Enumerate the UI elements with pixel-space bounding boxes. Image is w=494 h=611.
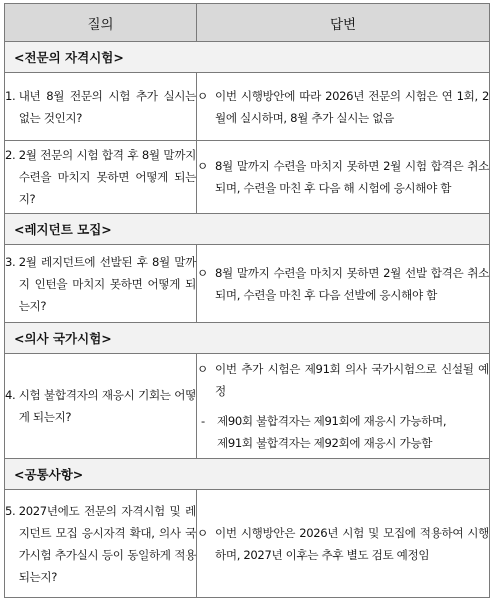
question-text: 2월 레지던트에 선발된 후 8월 말까지 인턴을 마치지 못하면 어떻게 되는지? <box>18 254 196 313</box>
section-title-common: <공통사항> <box>5 459 490 490</box>
question-cell <box>5 73 197 141</box>
table-row <box>5 490 490 598</box>
faq-table <box>4 3 490 598</box>
sub-item-text <box>217 410 489 454</box>
question-number: 5. <box>5 503 19 518</box>
answer-text: 이번 추가 시험은 제91회 의사 국가시험으로 신설될 예정 <box>215 362 489 398</box>
table-row <box>5 73 490 141</box>
table-header-row <box>5 4 490 42</box>
question-cell <box>5 354 197 459</box>
section-title-specialist-exam: <전문의 자격시험> <box>5 42 490 73</box>
sub-item-line: 제91회 불합격자는 제92회에 재응시 가능함 <box>217 436 433 450</box>
bullet-icon: ㅇ <box>197 525 208 540</box>
section-title-national-exam: <의사 국가시험> <box>5 323 490 354</box>
section-row <box>5 214 490 245</box>
sub-item <box>197 410 489 454</box>
section-row <box>5 459 490 490</box>
bullet-icon: ㅇ <box>197 159 208 173</box>
sub-item-line: 제90회 불합격자는 제91회에 재응시 가능하며, <box>217 414 447 428</box>
answer-text: 8월 말까지 수련을 마치지 못하면 2월 시험 합격은 취소되며, 수련을 마친 후 다음 해 시험에 응시해야 함 <box>215 159 489 195</box>
answer-cell <box>197 490 490 598</box>
question-number: 1. <box>5 88 19 103</box>
bullet-icon: ㅇ <box>197 88 208 103</box>
answer-text: 이번 시행방안은 2026년 시험 및 모집에 적용하여 시행하며, 2027년 이후는 추후 별도 검토 예정임 <box>215 525 489 562</box>
question-number: 2. <box>5 148 19 162</box>
answer-text: 8월 말까지 수련을 마치지 못하면 2월 선발 합격은 취소되며, 수련을 마친 후 다음 선발에 응시해야 함 <box>215 265 489 302</box>
bullet-icon: ㅇ <box>197 362 208 376</box>
answer-text: 이번 시행방안에 따라 2026년 전문의 시험은 연 1회, 2월에 실시하며, 8월 추가 실시는 없음 <box>215 88 489 125</box>
question-number: 4. <box>5 388 19 402</box>
question-text: 내년 8월 전문의 시험 추가 실시는 없는 것인지? <box>18 88 196 125</box>
section-row <box>5 42 490 73</box>
answer-cell <box>197 354 490 459</box>
question-cell <box>5 490 197 598</box>
dash-icon: - <box>201 414 205 428</box>
section-title-residency: <레지던트 모집> <box>5 214 490 245</box>
bullet-icon: ㅇ <box>197 265 208 280</box>
question-text: 2027년에도 전문의 자격시험 및 레지던트 모집 응시자격 확대, 의사 국가시험 추가실시 등이 동일하게 적용되는지? <box>18 503 196 584</box>
header-question: 질의 <box>5 4 197 42</box>
answer-cell <box>197 141 490 214</box>
question-number: 3. <box>5 254 19 269</box>
question-text: 2월 전문의 시험 합격 후 8월 말까지 수련을 마치지 못하면 어떻게 되는지? <box>18 148 196 206</box>
table-row <box>5 141 490 214</box>
answer-cell <box>197 73 490 141</box>
question-cell <box>5 245 197 323</box>
question-cell <box>5 141 197 214</box>
section-row <box>5 323 490 354</box>
question-text: 시험 불합격자의 재응시 기회는 어떻게 되는지? <box>18 388 196 424</box>
answer-cell <box>197 245 490 323</box>
table-row <box>5 354 490 459</box>
table-row <box>5 245 490 323</box>
header-answer: 답변 <box>197 4 490 42</box>
